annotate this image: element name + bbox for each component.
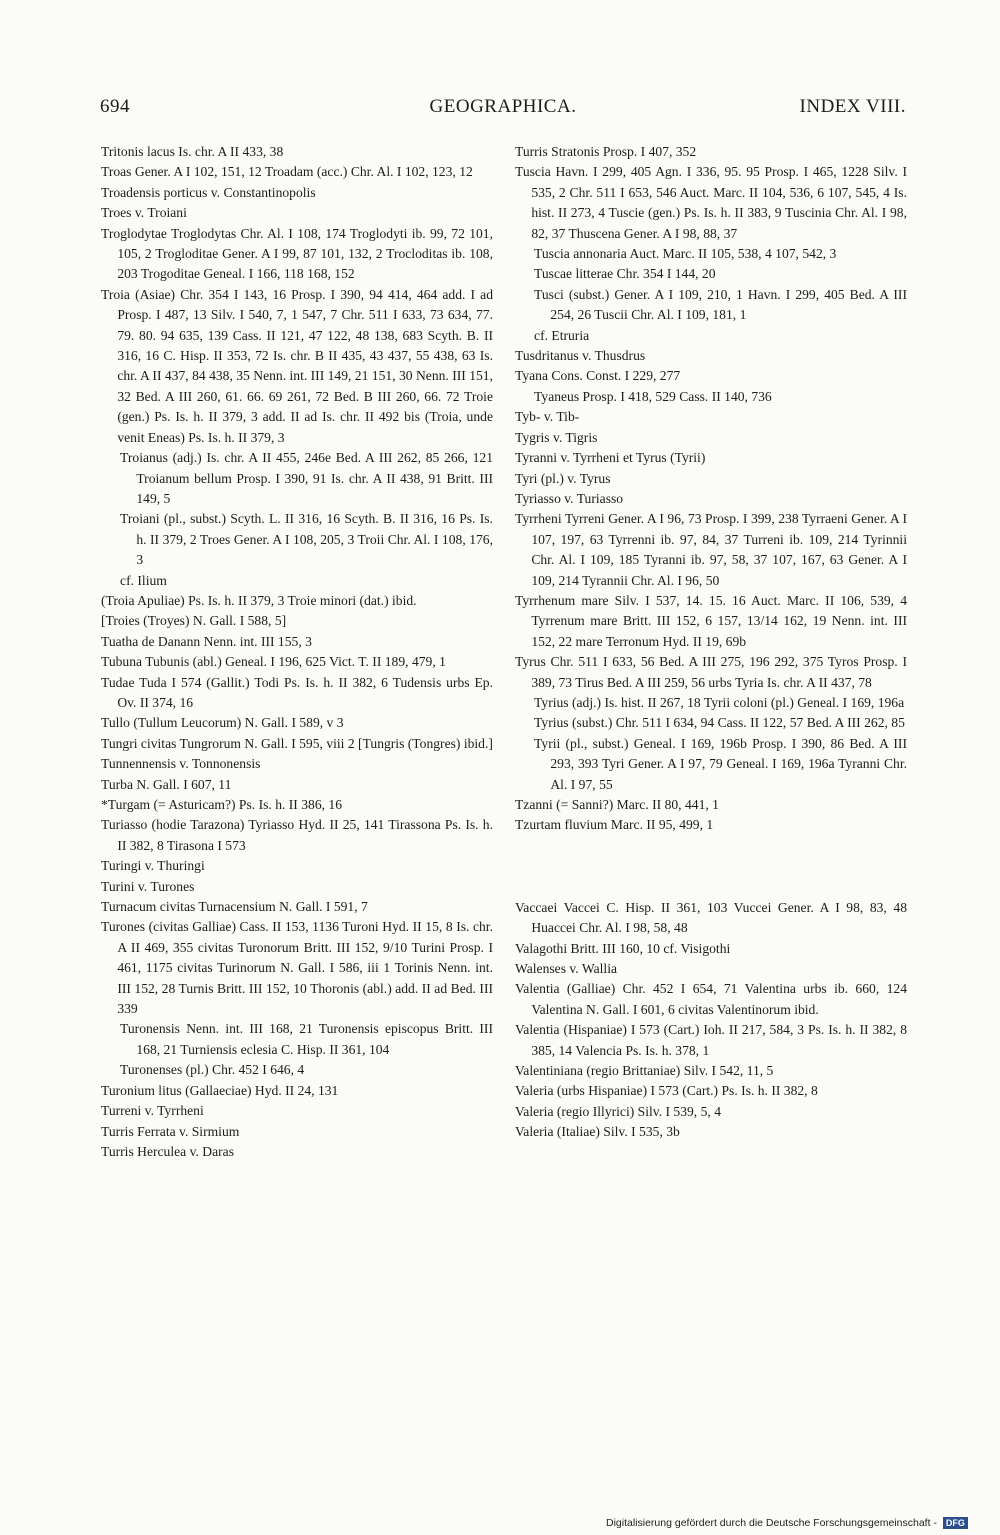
index-entry: (Troia Apuliae) Ps. Is. h. II 379, 3 Troie minori (dat.) ibid. <box>101 592 417 608</box>
right-column-t-section <box>515 142 907 836</box>
index-entry: Tyrii (pl., subst.) Geneal. I 169, 196b Prosp. I 390, 86 Bed. A III 293, 393 Tyri Gener. A I 97, 79 Geneal. I 169, 196a Tyranni Chr. Al. I 97, 55 <box>534 735 907 792</box>
index-entry: Tyrus Chr. 511 I 633, 56 Bed. A III 275, 196 292, 375 Tyros Prosp. I 389, 73 Tirus Bed. A III 259, 56 urbs Tyria Is. chr. A II 437, 78 <box>515 654 907 690</box>
index-entry: Tyrius (subst.) Chr. 511 I 634, 94 Cass. II 122, 57 Bed. A III 262, 85 <box>534 715 905 731</box>
index-entry: Vaccaei Vaccei C. Hisp. II 361, 103 Vuccei Gener. A I 98, 83, 48 Huaccei Chr. Al. I 98, 58, 48 <box>515 899 907 936</box>
index-entry: Turini v. Turones <box>101 878 195 894</box>
index-entry: Tyana Cons. Const. I 229, 277 <box>515 368 681 384</box>
index-entry: Turnacum civitas Turnacensium N. Gall. I 591, 7 <box>101 899 368 915</box>
footer <box>606 1517 968 1533</box>
index-entry: Turris Stratonis Prosp. I 407, 352 <box>515 144 697 159</box>
index-entry: Turris Ferrata v. Sirmium <box>101 1123 240 1139</box>
index-entry: Troes v. Troiani <box>101 205 187 221</box>
index-entry: Tzurtam fluvium Marc. II 95, 499, 1 <box>515 817 714 833</box>
section-label: INDEX VIII. <box>799 96 906 117</box>
index-entry: Tungri civitas Tungrorum N. Gall. I 595, viii 2 [Tungris (Tongres) ibid.] <box>101 735 493 751</box>
index-entry: Turingi v. Thuringi <box>101 858 205 874</box>
index-entry: Tudae Tuda I 574 (Gallit.) Todi Ps. Is. h. II 382, 6 Tudensis urbs Ep. Ov. II 374, 16 <box>101 674 493 710</box>
page-title: GEOGRAPHICA. <box>429 96 577 117</box>
index-entry: Troiani (pl., subst.) Scyth. L. II 316, 16 Scyth. B. II 316, 16 Ps. Is. h. II 379, 2 Troes Gener. A I 108, 205, 3 Troii Chr. Al. I 108, 176, 3 <box>120 511 493 568</box>
index-entry: Tuscae litterae Chr. 354 I 144, 20 <box>534 266 716 282</box>
index-entry: Tyranni v. Tyrrheni et Tyrus (Tyrii) <box>515 450 706 466</box>
dfg-logo: DFG <box>943 1517 968 1529</box>
index-entry: Valeria (regio Illyrici) Silv. I 539, 5, 4 <box>515 1103 721 1119</box>
index-entry: Tyb- v. Tib- <box>515 409 580 425</box>
index-entry: Valentiniana (regio Brittaniae) Silv. I 542, 11, 5 <box>515 1063 774 1079</box>
index-entry: Turonenses (pl.) Chr. 452 I 646, 4 <box>120 1062 305 1078</box>
index-entry: Valeria (Italiae) Silv. I 535, 3b <box>515 1124 680 1140</box>
index-entry: Tusci (subst.) Gener. A I 109, 210, 1 Havn. I 299, 405 Bed. A III 254, 26 Tuscii Chr. Al. I 109, 181, 1 <box>534 286 907 323</box>
index-entry: Turba N. Gall. I 607, 11 <box>101 776 232 792</box>
index-entry: Tuscia annonaria Auct. Marc. II 105, 538, 4 107, 542, 3 <box>534 246 837 262</box>
index-entry: Tuatha de Danann Nenn. int. III 155, 3 <box>101 633 312 649</box>
right-column <box>515 142 907 1143</box>
index-entry: cf. Etruria <box>534 327 590 343</box>
index-entry: Tyrrhenum mare Silv. I 537, 14. 15. 16 Auct. Marc. II 106, 539, 4 Tyrrenum mare Britt. III 152, 6 157, 13/14 162, 19 Nenn. int. III 152, 22 mare Terronum Hyd. II 19, 69b <box>515 592 907 649</box>
index-entry: Tyriasso v. Turiasso <box>515 490 624 506</box>
index-entry: Troia (Asiae) Chr. 354 I 143, 16 Prosp. I 390, 94 414, 464 add. I ad Prosp. I 487, 13 Silv. I 540, 7, 1 547, 7 Chr. 511 I 633, 73 634, 77. 79. 80. 94 635, 139 Cass. II 121, 47 122, 48 138, 683 Scyth. B. II 316, 16 C. Hisp. II 353, 72 Is. chr. B II 435, 43 437, 55 438, 63 Is. chr. A II 437, 84 438, 35 Nenn. int. III 149, 21 151, 30 Nenn. III 151, 32 Bed. A III 260, 61. 66. 69 261, 72 Bed. B III 260, 66. 72 Troie (gen.) Ps. Is. h. II 379, 3 add. II ad Is. chr. II 492 bis (Troia, unde venit Eneas) Ps. Is. h. II 379, 3 <box>101 286 493 445</box>
section-gap <box>515 836 907 898</box>
right-column-v-section <box>515 898 907 1143</box>
index-entry: [Troies (Troyes) N. Gall. I 588, 5] <box>101 613 287 629</box>
index-entry: Tullo (Tullum Leucorum) N. Gall. I 589, v 3 <box>101 715 344 731</box>
index-entry: Tubuna Tubunis (abl.) Geneal. I 196, 625 Vict. T. II 189, 479, 1 <box>101 654 446 670</box>
index-entry: Tyrius (adj.) Is. hist. II 267, 18 Tyrii coloni (pl.) Geneal. I 169, 196a <box>534 694 905 710</box>
index-entry: Turones (civitas Galliae) Cass. II 153, 1136 Turoni Hyd. II 15, 8 Is. chr. A II 469, 355 civitas Turonorum Britt. III 152, 9/10 Turini Prosp. I 461, 1175 civitas Turinorum N. Gall. I 586, iii 1 Torinis Nenn. int. III 152, 28 Turnis Britt. III 152, 10 Thoronis (abl.) add. II ad Bed. III 339 <box>101 919 493 1017</box>
page-header <box>100 96 906 126</box>
index-entry: Turonensis Nenn. int. III 168, 21 Turonensis episcopus Britt. III 168, 21 Turniensis eclesia C. Hisp. II 361, 104 <box>120 1021 493 1057</box>
index-entry: Tusdritanus v. Thusdrus <box>515 348 646 364</box>
index-entry: Tunnennensis v. Tonnonensis <box>101 756 261 772</box>
index-entry: Valentia (Hispaniae) I 573 (Cart.) Ioh. II 217, 584, 3 Ps. Is. h. II 382, 8 385, 14 Valencia Ps. Is. h. 378, 1 <box>515 1022 907 1058</box>
left-column <box>101 142 493 1162</box>
index-entry: Turonium litus (Gallaeciae) Hyd. II 24, 131 <box>101 1082 339 1098</box>
index-entry: Troianus (adj.) Is. chr. A II 455, 246e Bed. A III 262, 85 266, 121 Troianum bellum Prosp. I 390, 91 Is. chr. A II 438, 91 Britt. III 149, 5 <box>120 450 493 506</box>
index-entry: Troglodytae Troglodytas Chr. Al. I 108, 174 Troglodyti ib. 99, 72 101, 105, 2 Trogloditae Gener. A I 99, 87 101, 132, 2 Trocloditas ib. 108, 203 Trogoditae Geneal. I 166, 118 168, 152 <box>101 225 493 282</box>
index-entry: Valeria (urbs Hispaniae) I 573 (Cart.) Ps. Is. h. II 382, 8 <box>515 1083 818 1099</box>
index-entry: Valentia (Galliae) Chr. 452 I 654, 71 Valentina urbs ib. 660, 124 Valentina N. Gall. I 601, 6 civitas Valentinorum ibid. <box>515 981 907 1017</box>
index-entry: Turiasso (hodie Tarazona) Tyriasso Hyd. II 25, 141 Tirassona Ps. Is. h. II 382, 8 Tirasona I 573 <box>101 817 493 853</box>
index-entry: Turreni v. Tyrrheni <box>101 1103 204 1119</box>
index-entry: Tritonis lacus Is. chr. A II 433, 38 <box>101 144 284 159</box>
index-entry: Tuscia Havn. I 299, 405 Agn. I 336, 95. 95 Prosp. I 465, 1228 Silv. I 535, 2 Chr. 511 I 653, 546 Auct. Marc. II 104, 536, 6 107, 545, 4 Is. hist. II 273, 4 Tuscie (gen.) Ps. Is. h. II 383, 9 Tuscinia Chr. Al. I 98, 82, 37 Thuscena Gener. A I 98, 88, 37 <box>515 164 907 241</box>
page-number: 694 <box>100 96 130 117</box>
index-entry: Tygris v. Tigris <box>515 429 598 445</box>
index-entry: Tyri (pl.) v. Tyrus <box>515 470 611 486</box>
index-entry: Valagothi Britt. III 160, 10 cf. Visigothi <box>515 940 731 956</box>
footer-text: Digitalisierung gefördert durch die Deutsche Forschungsgemeinschaft - <box>606 1517 937 1529</box>
index-entry: Turris Herculea v. Daras <box>101 1143 235 1159</box>
index-entry: cf. Ilium <box>120 572 167 588</box>
index-entry: Tyrrheni Tyrreni Gener. A I 96, 73 Prosp. I 399, 238 Tyrraeni Gener. A I 107, 197, 63 Tyrrenni ib. 97, 84, 37 Turreni ib. 109, 214 Tyrinnii Chr. Al. I 109, 185 Tyranni ib. 97, 58, 37 107, 167, 63 Gener. A I 109, 214 Tyrannii Chr. Al. I 96, 50 <box>515 511 907 588</box>
index-entry: Troas Gener. A I 102, 151, 12 Troadam (acc.) Chr. Al. I 102, 123, 12 <box>101 164 473 180</box>
index-entry: *Turgam (= Asturicam?) Ps. Is. h. II 386, 16 <box>101 797 343 812</box>
index-entry: Troadensis porticus v. Constantinopolis <box>101 184 316 200</box>
index-entry: Tyaneus Prosp. I 418, 529 Cass. II 140, 736 <box>534 388 772 404</box>
index-entry: Tzanni (= Sanni?) Marc. II 80, 441, 1 <box>515 797 719 812</box>
index-entry: Walenses v. Wallia <box>515 961 617 977</box>
